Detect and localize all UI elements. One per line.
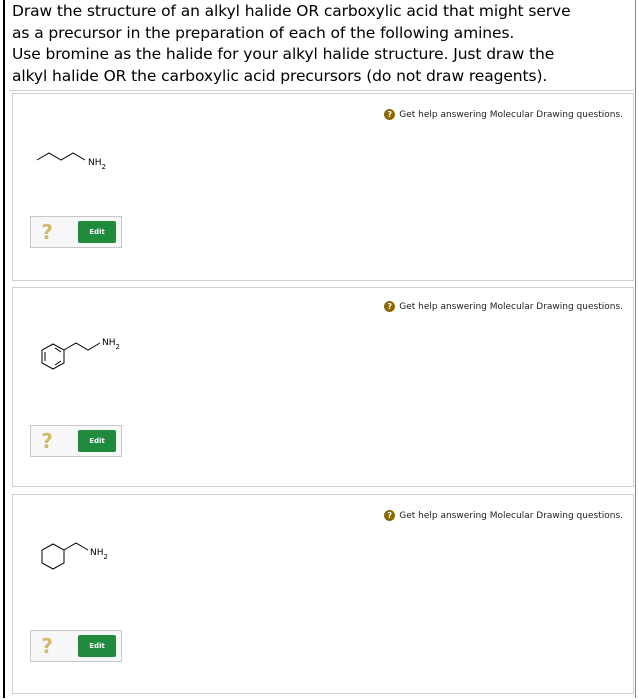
instruction-line: as a precursor in the preparation of each of the following amines. (12, 23, 515, 42)
help-link-label: Get help answering Molecular Drawing questions. (399, 510, 623, 521)
help-link[interactable] (384, 301, 623, 312)
help-button[interactable]: ? (41, 220, 53, 244)
instruction-line: Draw the structure of an alkyl halide OR carboxylic acid that might serve (12, 2, 571, 20)
answer-toolbar (30, 425, 122, 457)
question-card-2 (12, 287, 634, 487)
instruction-line: alkyl halide OR the carboxylic acid precursors (do not draw reagents). (12, 66, 548, 85)
amine-structure-1 (35, 146, 125, 176)
help-link[interactable] (384, 109, 623, 120)
amine-label: $NH_2$ (88, 158, 106, 171)
divider (9, 90, 634, 91)
question-card-1 (12, 93, 634, 281)
help-button[interactable]: ? (41, 634, 53, 658)
answer-toolbar (30, 630, 122, 662)
edit-button[interactable]: Edit (78, 430, 116, 452)
instructions (12, 1, 627, 87)
answer-toolbar (30, 216, 122, 248)
amine-structure-3 (23, 530, 133, 590)
question-circle-icon: ? (384, 510, 395, 521)
amine-structure-2 (23, 323, 133, 383)
help-button[interactable]: ? (41, 429, 53, 453)
question-circle-icon: ? (384, 301, 395, 312)
amine-label: $NH_2$ (90, 548, 108, 561)
edit-button[interactable]: Edit (78, 221, 116, 243)
edit-button[interactable]: Edit (78, 635, 116, 657)
amine-label: $NH_2$ (102, 338, 120, 351)
instruction-line: Use bromine as the halide for your alkyl halide structure. Just draw the (12, 45, 555, 63)
question-card-3 (12, 494, 634, 694)
help-link-label: Get help answering Molecular Drawing questions. (399, 109, 623, 120)
help-link[interactable] (384, 510, 623, 521)
question-circle-icon: ? (384, 109, 395, 120)
help-link-label: Get help answering Molecular Drawing questions. (399, 301, 623, 312)
